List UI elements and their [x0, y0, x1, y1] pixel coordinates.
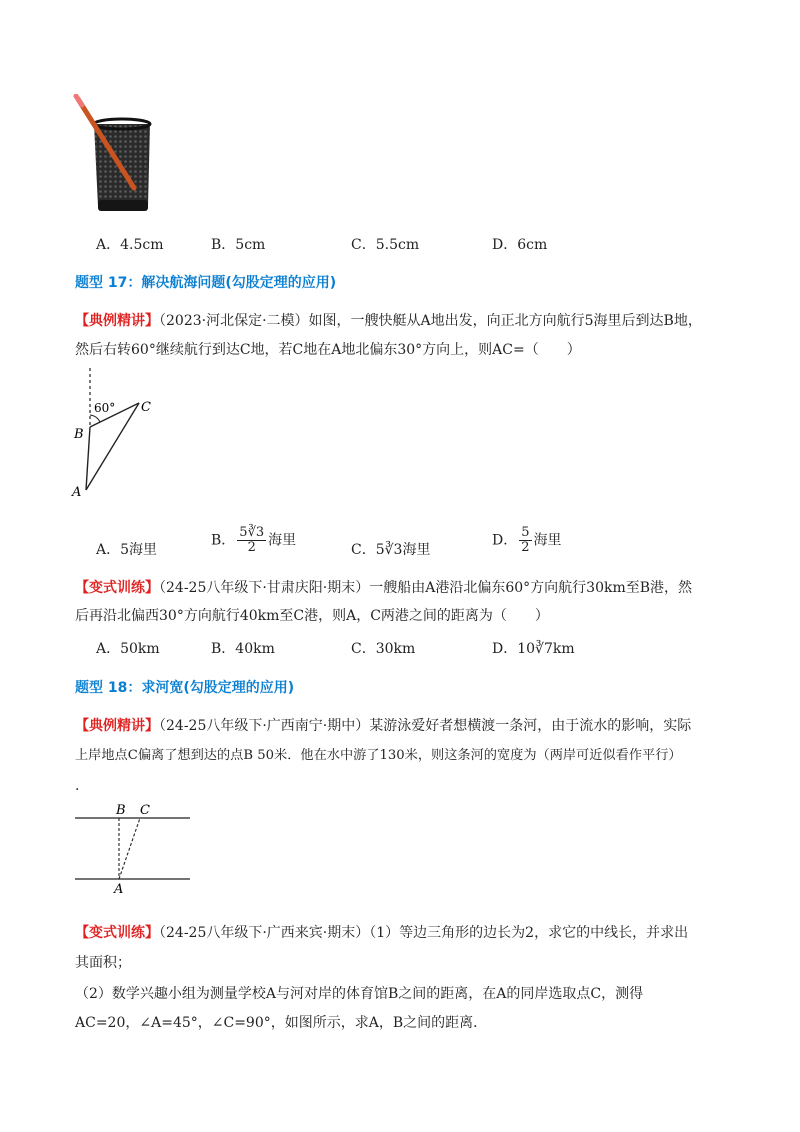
pencil-cup-image — [68, 94, 158, 219]
s17-practice-option-a: A．50km — [96, 641, 160, 657]
s17-practice-option-d: D．10∛7km — [492, 641, 575, 657]
river-figure — [70, 800, 195, 895]
section-18-practice-line2: 其面积； — [75, 955, 131, 971]
section-18-example-line1: 【典例精讲】（24-25八年级下·广西南宁·期中）某游泳爱好者想横渡一条河，由于流水的影响，实际 — [75, 718, 692, 734]
example-tag: 【典例精讲】 — [75, 313, 159, 329]
s17-option-c: C．5∛3海里 — [351, 542, 431, 558]
example-tag: 【典例精讲】 — [75, 718, 159, 734]
section-17-practice-line1: 【变式训练】（24-25八年级下·甘肃庆阳·期末）一艘船由A港沿北偏东60°方向航行30km至B港，然 — [75, 580, 693, 596]
point-a-label: A — [114, 882, 124, 895]
point-b-label: B — [74, 427, 84, 442]
section-18-practice-line3: （2）数学兴趣小组为测量学校A与河对岸的体育馆B之间的距离，在A的同岸选取点C，测得 — [75, 986, 644, 1002]
section-17-example-line1: 【典例精讲】（2023·河北保定·二模）如图，一艘快艇从A地出发，向正北方向航行5海里后到达B地， — [75, 313, 702, 329]
section-17-practice-line2: 后再沿北偏西30°方向航行40km至C港，则A，C两港之间的距离为（ ） — [75, 608, 549, 624]
point-a-label: A — [72, 485, 82, 500]
practice-tag: 【变式训练】 — [75, 925, 159, 941]
point-b-label: B — [116, 803, 126, 818]
s17-practice-option-b: B．40km — [211, 641, 275, 657]
section-18-practice-line4: AC=20，∠A=45°，∠C=90°，如图所示，求A，B之间的距离． — [75, 1015, 488, 1031]
option-b: B．5cm — [211, 237, 266, 253]
section-17-example-line2: 然后右转60°继续航行到达C地，若C地在A地北偏东30°方向上，则AC=（ ） — [75, 342, 581, 358]
section-18-practice-line1: 【变式训练】（24-25八年级下·广西来宾·期末）（1）等边三角形的边长为2，求它的中线长，并求出 — [75, 925, 689, 941]
s17-option-a: A．5海里 — [96, 542, 158, 558]
s17-option-b: B． $\frac{5∛3}{2}$ 海里 — [211, 525, 297, 555]
point-c-label: C — [140, 803, 150, 818]
navigation-figure — [60, 365, 170, 500]
practice-tag: 【变式训练】 — [75, 580, 159, 596]
s17-practice-option-c: C．30km — [351, 641, 416, 657]
section-18-example-line3: . — [75, 778, 80, 794]
section-18-heading: 题型 18：求河宽(勾股定理的应用) — [75, 680, 295, 696]
section-17-heading: 题型 17：解决航海问题(勾股定理的应用) — [75, 275, 337, 291]
s17-option-d: D． $\frac{5}{2}$ 海里 — [492, 525, 562, 555]
segment-ac — [119, 818, 140, 879]
option-d: D．6cm — [492, 237, 548, 253]
angle-label: 60° — [94, 401, 116, 415]
segment-ab — [86, 427, 90, 490]
point-c-label: C — [141, 400, 151, 415]
option-c: C．5.5cm — [351, 237, 420, 253]
section-18-example-line2: 上岸地点C偏离了想到达的点B 50米．他在水中游了130米，则这条河的宽度为（两岸可近似看作平行） — [75, 748, 682, 763]
option-a: A．4.5cm — [96, 237, 164, 253]
